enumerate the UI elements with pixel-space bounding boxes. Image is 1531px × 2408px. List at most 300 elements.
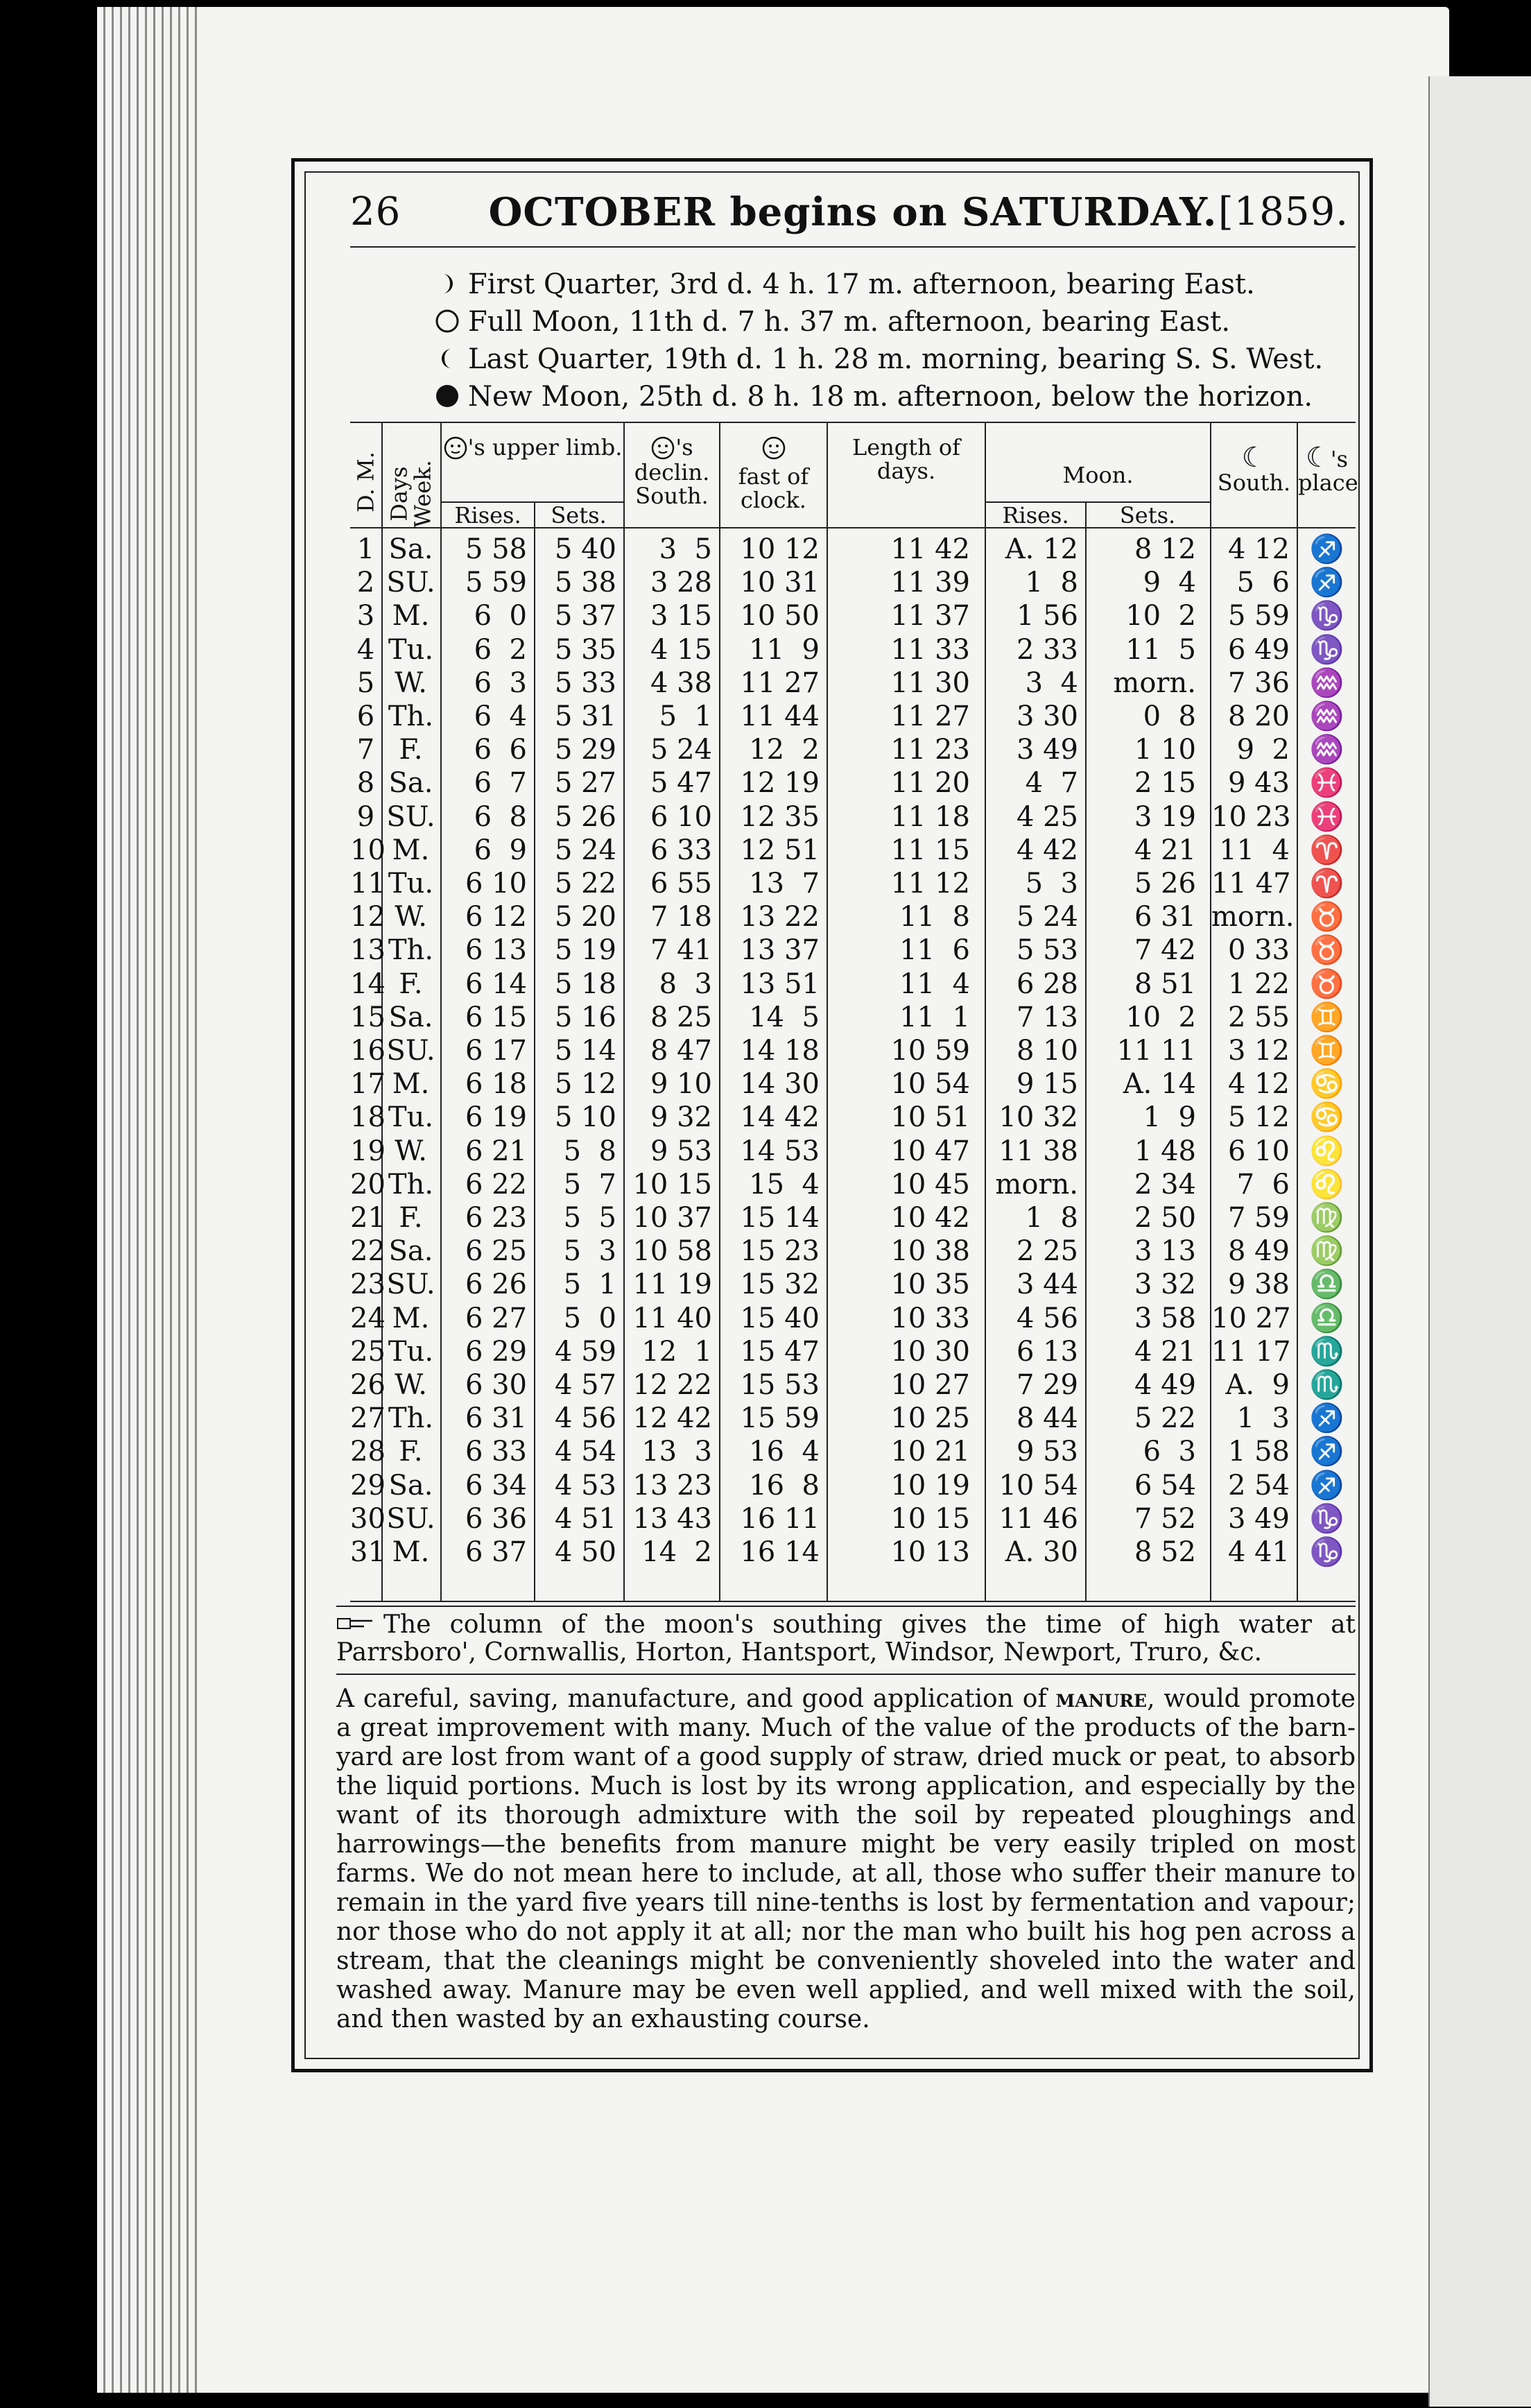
cell-set: 5 3 [563, 1235, 616, 1268]
cell-d: 23 [350, 1268, 386, 1301]
cell-w: M. [392, 1536, 430, 1568]
cell-len: 11 1 [899, 1001, 970, 1033]
cell-ms: 4 21 [1134, 1335, 1196, 1368]
cell-set: 5 37 [554, 600, 616, 633]
cell-rise: 6 37 [465, 1536, 527, 1568]
cell-d: 17 [350, 1068, 386, 1101]
cell-ms: 7 42 [1134, 934, 1196, 967]
page-title: OCTOBER begins on SATURDAY. [488, 189, 1218, 235]
cell-d: 19 [350, 1135, 386, 1167]
cell-fast: 14 18 [740, 1035, 820, 1067]
cell-len: 11 23 [890, 734, 970, 766]
cell-decl: 7 18 [650, 901, 712, 934]
cell-ms: 2 50 [1134, 1202, 1196, 1234]
cell-place: ♑ [1309, 633, 1344, 666]
cell-len: 11 6 [899, 934, 970, 967]
cell-set: 4 51 [554, 1502, 616, 1535]
table-row [295, 1235, 1376, 1268]
cell-w: F. [399, 1202, 423, 1234]
cell-w: W. [395, 1135, 427, 1167]
cell-place: ♏ [1309, 1369, 1344, 1401]
cell-south: 9 38 [1227, 1268, 1290, 1301]
cell-set: 5 1 [563, 1268, 616, 1301]
cell-rise: 6 7 [474, 767, 527, 800]
cell-set: 5 31 [554, 700, 616, 732]
page-header [350, 189, 1356, 245]
cell-w: Th. [388, 700, 434, 732]
table-row [295, 633, 1376, 666]
cell-mr: 10 32 [998, 1101, 1078, 1134]
cell-mr: 7 13 [1016, 1001, 1078, 1033]
cell-d: 21 [350, 1202, 386, 1234]
cell-ms: 8 52 [1134, 1536, 1196, 1568]
cell-fast: 14 30 [740, 1068, 820, 1101]
col-moon-south: ☾ South. [1217, 442, 1291, 496]
cell-south: 3 49 [1227, 1502, 1290, 1535]
phase-last-quarter: Last Quarter, 19th d. 1 h. 28 m. morning, bearing S. S. West. [433, 341, 1356, 378]
col-sun-sets: Sets. [551, 502, 607, 528]
cell-south: 11 47 [1211, 868, 1291, 900]
cell-d: 16 [350, 1035, 386, 1067]
cell-set: 5 38 [554, 567, 616, 599]
cell-decl: 3 15 [650, 600, 712, 633]
cell-set: 5 16 [554, 1001, 616, 1033]
cell-d: 9 [356, 800, 375, 833]
cell-place: ♐ [1309, 567, 1344, 599]
cell-d: 30 [350, 1502, 386, 1535]
cell-ms: 1 10 [1134, 734, 1196, 766]
cell-len: 10 35 [890, 1268, 970, 1301]
table-row [295, 834, 1376, 867]
cell-decl: 9 53 [650, 1135, 712, 1167]
cell-fast: 12 35 [740, 800, 820, 833]
phase-new-moon: New Moon, 25th d. 8 h. 18 m. afternoon, below the horizon. [433, 378, 1356, 415]
cell-fast: 15 53 [740, 1369, 820, 1401]
table-row [295, 700, 1376, 733]
cell-south: 0 33 [1227, 934, 1290, 967]
table-row [295, 1536, 1376, 1569]
cell-w: SU. [386, 567, 435, 599]
cell-len: 11 15 [890, 834, 970, 866]
cell-w: SU. [386, 1502, 435, 1535]
cell-decl: 10 15 [632, 1168, 712, 1201]
cell-rise: 6 15 [465, 1001, 527, 1033]
cell-ms: 9 4 [1143, 567, 1196, 599]
cell-w: M. [392, 1302, 430, 1334]
cell-place: ♒ [1309, 734, 1344, 766]
cell-set: 5 18 [554, 968, 616, 1000]
table-row [295, 1101, 1376, 1134]
cell-decl: 11 40 [632, 1302, 712, 1334]
cell-place: ♎ [1309, 1268, 1344, 1301]
cell-south: 5 6 [1236, 567, 1290, 599]
cell-ms: 4 21 [1134, 834, 1196, 866]
cell-fast: 13 7 [749, 868, 820, 900]
book-page-edges [97, 7, 201, 2393]
cell-south: 1 58 [1227, 1436, 1290, 1468]
cell-mr: 9 53 [1016, 1436, 1078, 1468]
page-number: 26 [350, 189, 401, 234]
cell-set: 5 20 [554, 901, 616, 934]
cell-d: 18 [350, 1101, 386, 1134]
cell-rise: 6 4 [474, 700, 527, 732]
cell-ms: 1 9 [1143, 1101, 1196, 1134]
table-row [295, 1268, 1376, 1301]
cell-w: SU. [386, 1268, 435, 1301]
cell-len: 10 27 [890, 1369, 970, 1401]
table-row [295, 1168, 1376, 1201]
cell-rise: 6 30 [465, 1369, 527, 1401]
cell-south: 7 36 [1227, 666, 1290, 699]
cell-south: 2 54 [1227, 1469, 1290, 1502]
cell-place: ♉ [1309, 968, 1344, 1000]
cell-set: 5 19 [554, 934, 616, 967]
cell-south: 11 17 [1211, 1335, 1291, 1368]
cell-mr: morn. [995, 1168, 1078, 1201]
cell-rise: 6 2 [474, 633, 527, 666]
cell-rise: 6 14 [465, 968, 527, 1000]
cell-w: Sa. [388, 1235, 433, 1268]
cell-fast: 16 14 [740, 1536, 820, 1568]
cell-w: F. [399, 734, 423, 766]
cell-decl: 12 42 [632, 1402, 712, 1435]
new-moon-icon [433, 382, 461, 410]
cell-place: ♓ [1309, 800, 1344, 833]
cell-ms: A. 14 [1123, 1068, 1196, 1101]
cell-mr: 3 44 [1016, 1268, 1078, 1301]
cell-mr: 4 42 [1016, 834, 1078, 866]
cell-place: ♐ [1309, 1402, 1344, 1435]
cell-len: 11 39 [890, 567, 970, 599]
table-row [295, 599, 1376, 633]
cell-len: 11 30 [890, 666, 970, 699]
cell-len: 10 15 [890, 1502, 970, 1535]
year-label: [1859. [1218, 189, 1349, 234]
cell-mr: 8 44 [1016, 1402, 1078, 1435]
cell-south: 4 12 [1227, 533, 1290, 565]
cell-mr: 11 46 [998, 1502, 1078, 1535]
cell-decl: 3 5 [659, 533, 712, 565]
cell-set: 5 8 [563, 1135, 616, 1167]
cell-len: 10 33 [890, 1302, 970, 1334]
cell-decl: 9 10 [650, 1068, 712, 1101]
cell-ms: 2 15 [1134, 767, 1196, 800]
cell-w: M. [392, 600, 430, 633]
cell-fast: 11 9 [749, 633, 820, 666]
cell-fast: 15 14 [740, 1202, 820, 1234]
cell-decl: 10 37 [632, 1202, 712, 1234]
cell-set: 5 7 [563, 1168, 616, 1201]
table-row [295, 1435, 1376, 1468]
cell-rise: 5 58 [465, 533, 527, 565]
cell-rise: 6 31 [465, 1402, 527, 1435]
cell-d: 6 [356, 700, 375, 732]
cell-mr: 11 38 [998, 1135, 1078, 1167]
cell-ms: 2 34 [1134, 1168, 1196, 1201]
cell-mr: 2 33 [1016, 633, 1078, 666]
cell-rise: 6 10 [465, 868, 527, 900]
cell-fast: 12 2 [749, 734, 820, 766]
sun-face-icon [650, 436, 675, 461]
full-moon-icon [433, 307, 461, 335]
cell-d: 5 [356, 666, 375, 699]
cell-decl: 4 38 [650, 666, 712, 699]
phase-first-quarter: First Quarter, 3rd d. 4 h. 17 m. afternoon, bearing East. [433, 266, 1356, 303]
cell-set: 5 27 [554, 767, 616, 800]
cell-len: 10 59 [890, 1035, 970, 1067]
table-row [295, 566, 1376, 599]
cell-ms: 6 54 [1134, 1469, 1196, 1502]
cell-w: Sa. [388, 533, 433, 565]
cell-place: ♍ [1309, 1202, 1344, 1234]
cell-ms: 5 22 [1134, 1402, 1196, 1435]
cell-rise: 6 25 [465, 1235, 527, 1268]
cell-decl: 14 2 [641, 1536, 712, 1568]
cell-mr: 3 4 [1025, 666, 1078, 699]
cell-len: 11 18 [890, 800, 970, 833]
cell-ms: 3 13 [1134, 1235, 1196, 1268]
table-row [295, 766, 1376, 800]
cell-w: F. [399, 1436, 423, 1468]
cell-place: ♋ [1309, 1068, 1344, 1101]
cell-south: 5 12 [1227, 1101, 1290, 1134]
cell-place: ♑ [1309, 600, 1344, 633]
cell-d: 3 [356, 600, 375, 633]
manure-essay: A careful, saving, manufacture, and good application of manure, would promote a great improvement with many. Much of the value of the products of the barn-yard are lost from want of a good supply of straw, dried muck or peat, to absorb the liquid portions. Much is lost by its wrong application, and especially by the want of its thorough admixture with the soil by repeated ploughings and harrowings—the benefits from manure might be very easily tripled on most farms. We do not mean here to include, at all, those who suffer their manure to remain in the yard five years till nine-tenths is lost by fermentation and vapour; nor those who do not apply it at all; nor the man who built his hog pen across a stream, that the cleanings might be conveniently shoveled into the water and washed away. Manure may be even well applied, and well mixed with the soil, and then wasted by an exhausting course. [336, 1684, 1356, 2033]
cell-fast: 10 31 [740, 567, 820, 599]
cell-fast: 10 12 [740, 533, 820, 565]
cell-mr: 1 56 [1016, 600, 1078, 633]
cell-place: ♌ [1309, 1168, 1344, 1201]
cell-fast: 12 51 [740, 834, 820, 866]
cell-south: 10 23 [1211, 800, 1291, 833]
cell-d: 27 [350, 1402, 386, 1435]
table-row [295, 1135, 1376, 1168]
cell-place: ♏ [1309, 1335, 1344, 1368]
table-row [295, 1302, 1376, 1335]
cell-set: 4 50 [554, 1536, 616, 1568]
cell-rise: 6 3 [474, 666, 527, 699]
cell-place: ♋ [1309, 1101, 1344, 1134]
table-row [295, 1368, 1376, 1402]
cell-fast: 16 11 [740, 1502, 820, 1535]
col-day-week: Days Week. [386, 460, 436, 528]
cell-set: 5 12 [554, 1068, 616, 1101]
cell-place: ♊ [1309, 1001, 1344, 1033]
col-moon: Moon. [1062, 462, 1134, 488]
cell-ms: 6 31 [1134, 901, 1196, 934]
cell-ms: 11 5 [1125, 633, 1196, 666]
sun-face-icon [443, 436, 468, 461]
phase-full-moon: Full Moon, 11th d. 7 h. 37 m. afternoon, bearing East. [433, 303, 1356, 341]
cell-fast: 11 27 [740, 666, 820, 699]
adjacent-page-edge [1428, 76, 1531, 2407]
cell-set: 5 10 [554, 1101, 616, 1134]
cell-rise: 6 6 [474, 734, 527, 766]
col-moon-sets: Sets. [1119, 502, 1176, 528]
cell-len: 10 54 [890, 1068, 970, 1101]
cell-mr: 2 25 [1016, 1235, 1078, 1268]
cell-len: 10 42 [890, 1202, 970, 1234]
cell-south: morn. [1211, 901, 1295, 934]
col-moon-place: ☾'s place [1298, 442, 1358, 496]
cell-rise: 6 12 [465, 901, 527, 934]
cell-w: M. [392, 834, 430, 866]
cell-mr: 4 56 [1016, 1302, 1078, 1334]
cell-ms: 3 32 [1134, 1268, 1196, 1301]
cell-fast: 12 19 [740, 767, 820, 800]
cell-mr: A. 30 [1005, 1536, 1078, 1568]
table-row [295, 900, 1376, 934]
cell-w: Th. [388, 934, 434, 967]
cell-d: 8 [356, 767, 375, 800]
cell-len: 11 8 [899, 901, 970, 934]
cell-south: 9 2 [1236, 734, 1290, 766]
col-sun-declination: 's declin. South. [634, 434, 710, 509]
cell-w: Tu. [388, 868, 434, 900]
cell-fast: 14 5 [749, 1001, 820, 1033]
cell-mr: 3 49 [1016, 734, 1078, 766]
cell-decl: 8 47 [650, 1035, 712, 1067]
cell-rise: 5 59 [465, 567, 527, 599]
col-moon-rises: Rises. [1002, 502, 1069, 528]
cell-place: ♒ [1309, 700, 1344, 732]
cell-south: 9 43 [1227, 767, 1290, 800]
cell-d: 31 [350, 1536, 386, 1568]
cell-south: 11 4 [1219, 834, 1290, 866]
cell-place: ♉ [1309, 934, 1344, 967]
cell-set: 4 56 [554, 1402, 616, 1435]
cell-fast: 11 44 [740, 700, 820, 732]
cell-south: 10 27 [1211, 1302, 1291, 1334]
cell-fast: 16 8 [749, 1469, 820, 1502]
cell-len: 11 27 [890, 700, 970, 732]
cell-d: 22 [350, 1235, 386, 1268]
cell-place: ♎ [1309, 1302, 1344, 1334]
cell-fast: 15 47 [740, 1335, 820, 1368]
cell-mr: 3 30 [1016, 700, 1078, 732]
cell-set: 5 5 [563, 1202, 616, 1234]
cell-place: ♈ [1309, 834, 1344, 866]
col-sun-upper-limb: 's upper limb. [442, 436, 623, 461]
cell-w: SU. [386, 800, 435, 833]
cell-decl: 13 43 [632, 1502, 712, 1535]
cell-rise: 6 8 [474, 800, 527, 833]
cell-place: ♑ [1309, 1502, 1344, 1535]
cell-set: 4 57 [554, 1369, 616, 1401]
cell-decl: 3 28 [650, 567, 712, 599]
sun-face-icon [761, 436, 786, 461]
cell-place: ♌ [1309, 1135, 1344, 1167]
cell-place: ♐ [1309, 1469, 1344, 1502]
cell-d: 13 [350, 934, 386, 967]
cell-set: 4 54 [554, 1436, 616, 1468]
crescent-moon-icon: ☾ [1305, 442, 1331, 474]
cell-w: W. [395, 901, 427, 934]
cell-south: 2 55 [1227, 1001, 1290, 1033]
cell-set: 5 14 [554, 1035, 616, 1067]
first-quarter-moon-icon [433, 270, 461, 298]
cell-mr: 6 13 [1016, 1335, 1078, 1368]
cell-fast: 15 32 [740, 1268, 820, 1301]
table-row [295, 1001, 1376, 1034]
table-row [295, 733, 1376, 766]
cell-south: 4 12 [1227, 1068, 1290, 1101]
cell-ms: morn. [1113, 666, 1196, 699]
cell-w: Tu. [388, 1335, 434, 1368]
cell-south: 4 41 [1227, 1536, 1290, 1568]
table-row [295, 1067, 1376, 1101]
cell-d: 1 [356, 533, 375, 565]
cell-fast: 13 51 [740, 968, 820, 1000]
cell-place: ♐ [1309, 533, 1344, 565]
cell-w: W. [395, 666, 427, 699]
cell-rise: 6 18 [465, 1068, 527, 1101]
cell-set: 5 33 [554, 666, 616, 699]
cell-rise: 6 22 [465, 1168, 527, 1201]
col-length-of-days: Length of days. [851, 434, 961, 484]
cell-d: 29 [350, 1469, 386, 1502]
cell-place: ♊ [1309, 1035, 1344, 1067]
cell-len: 10 47 [890, 1135, 970, 1167]
cell-decl: 7 41 [650, 934, 712, 967]
cell-mr: 1 8 [1025, 1202, 1078, 1234]
cell-south: 3 12 [1227, 1035, 1290, 1067]
cell-fast: 16 4 [749, 1436, 820, 1468]
cell-d: 12 [350, 901, 386, 934]
table-row [295, 800, 1376, 834]
col-sun-rises: Rises. [454, 502, 521, 528]
pointing-hand-icon [336, 1616, 375, 1631]
cell-d: 20 [350, 1168, 386, 1201]
cell-w: W. [395, 1369, 427, 1401]
cell-fast: 13 22 [740, 901, 820, 934]
cell-set: 4 59 [554, 1335, 616, 1368]
cell-decl: 6 55 [650, 868, 712, 900]
cell-len: 10 25 [890, 1402, 970, 1435]
table-row [295, 867, 1376, 900]
cell-place: ♒ [1309, 666, 1344, 699]
cell-rise: 6 34 [465, 1469, 527, 1502]
cell-decl: 9 32 [650, 1101, 712, 1134]
cell-d: 28 [350, 1436, 386, 1468]
cell-mr: 6 28 [1016, 968, 1078, 1000]
almanac-page-frame [291, 158, 1373, 2072]
cell-ms: 6 3 [1143, 1436, 1196, 1468]
cell-fast: 14 53 [740, 1135, 820, 1167]
cell-w: Th. [388, 1168, 434, 1201]
cell-mr: 1 8 [1025, 567, 1078, 599]
crescent-moon-icon: ☾ [1241, 442, 1267, 474]
cell-fast: 10 50 [740, 600, 820, 633]
cell-decl: 12 1 [641, 1335, 712, 1368]
cell-w: Th. [388, 1402, 434, 1435]
cell-fast: 13 37 [740, 934, 820, 967]
cell-south: 6 49 [1227, 633, 1290, 666]
cell-rise: 6 19 [465, 1101, 527, 1134]
cell-rise: 6 0 [474, 600, 527, 633]
cell-rise: 6 27 [465, 1302, 527, 1334]
cell-d: 11 [350, 868, 386, 900]
cell-fast: 15 40 [740, 1302, 820, 1334]
cell-decl: 13 3 [641, 1436, 712, 1468]
cell-south: 1 22 [1227, 968, 1290, 1000]
cell-decl: 6 33 [650, 834, 712, 866]
cell-decl: 11 19 [632, 1268, 712, 1301]
cell-place: ♐ [1309, 1436, 1344, 1468]
cell-south: 8 20 [1227, 700, 1290, 732]
cell-rise: 6 13 [465, 934, 527, 967]
